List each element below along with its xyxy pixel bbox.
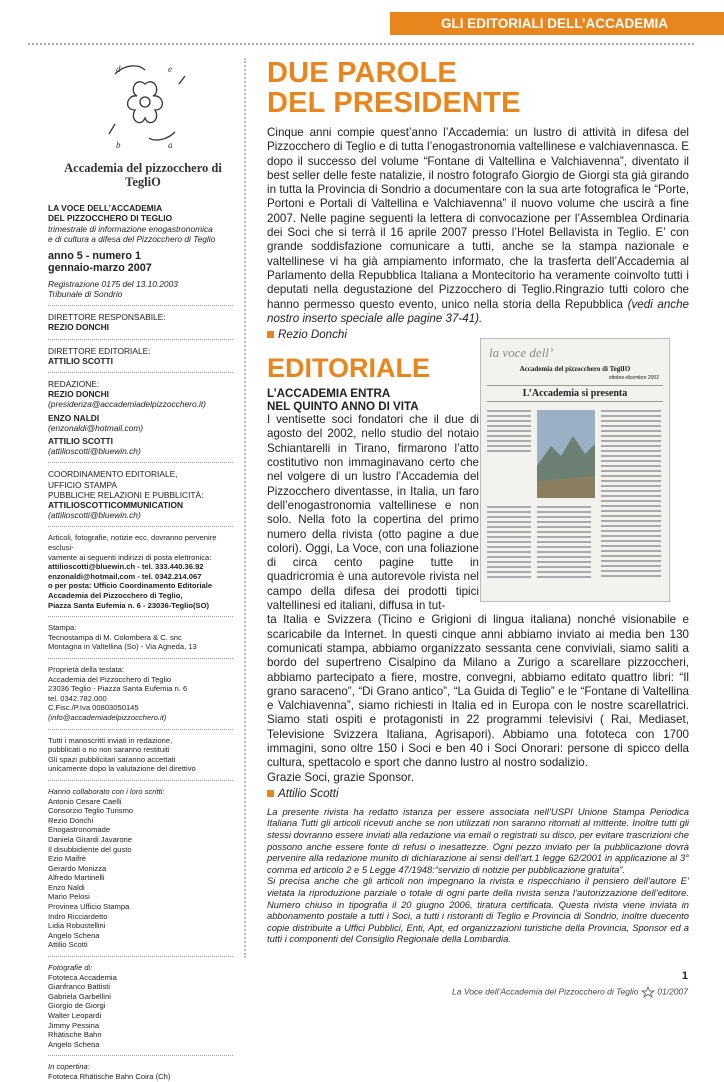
text-line: Stampa: — [48, 623, 77, 633]
legal-note — [267, 806, 689, 945]
text-line: Accademia del Pizzocchero di Teglio, — [48, 591, 183, 601]
name: ATTILIO SCOTTI — [48, 355, 113, 366]
list-item: Attilio Scotti — [48, 940, 88, 950]
label: REDAZIONE: — [48, 379, 100, 390]
mag-name: Accademia del pizzocchero di TeglIO — [519, 365, 631, 373]
list-item: Provinea Ufficio Stampa — [48, 902, 130, 912]
bullet-square-icon — [267, 331, 274, 338]
list-item: Ezio Maifrè — [48, 854, 86, 864]
note-paragraph: La presente rivista ha redatto istanza per essere associata nell’USPI Unione Stampa Periodica Italiana Tutti gli articoli ricevuti anche se non utilizzati non saranno ritornati al mittente. Inoltre tutti gli stessi dovranno essere inviati alla redazione via email o registrati su disco, per evitare trascrizioni che possono anche essere fonte di refusi o inesattezze. Ogni pezzo inviato per la pubblicazione dovrà pervenire alla redazione munito di dichiarazione ai sensi dell’art.1 legge 62/2001 in applicazione al 3° comma ed articolo 2 e 5 Legge 47/1948:“servizio di notizie per pubblicazione gratuita”. — [267, 805, 689, 875]
name: ENZO NALDI — [48, 412, 100, 423]
subtitle-line: L’ACCADEMIA ENTRA — [267, 387, 391, 401]
contact-block — [48, 533, 238, 1081]
editorial-body: ta Italia e Svizzera (Ticino e Grigioni di lingua italiana) nonché visionabile e scaricabile da Internet. In questi cinque anni abbiamo inviato ai media ben 130 comunicati stampa, abbiamo organizzato sessanta cene conviviali, siamo saliti a bordo del supertreno Cisalpino da Milano a Zurigo a scarellare pizzoccheri, abbiamo partecipato a fiere, mostre, convegni, abbiamo editato quattro libri: “Il grano saraceno”, “Di Grano antico”, “La Guida di Teglio” e le “Fontane di Valtellina e Valchiavenna”, siamo richiesti in Italia ed in Europa con le nostre scarellatrici. Siamo stati ospiti e protagonisti in 22 programmi televisivi ( Rai, Mediaset, Televisione Svizzera Italiana, Agrisapori). Abbiamo una fototeca con 1700 immagini, sono oltre 150 i Soci e ben 40 i Soci Onorari: persone di spicco della cultura, spettacolo e sport che danno lustro al nostro sodalizio. — [267, 613, 689, 770]
title-line: DEL PRESIDENTE — [267, 87, 521, 119]
list-item: Jimmy Pessina — [48, 1020, 100, 1030]
list-item: Gianfranco Battisti — [48, 982, 111, 992]
text-line: vamente ai seguenti indirizzi di posta elettronica: — [48, 552, 212, 562]
dotted-divider — [48, 658, 233, 659]
mag-headline: L’Accademia si presenta — [487, 385, 663, 402]
text-line: unicamente dopo la valutazione del direttivo — [48, 764, 196, 774]
svg-text:e: e — [168, 64, 172, 74]
text-line: pubblicati o no non saranno restituiti — [48, 745, 170, 755]
list-item: Giorgio de Giorgi — [48, 1001, 106, 1011]
label: UFFICIO STAMPA — [48, 479, 118, 490]
svg-text:b: b — [116, 140, 121, 150]
text-line: 23036 Teglio - Piazza Santa Eufemia n. 6 — [48, 684, 188, 694]
dotted-divider — [48, 1055, 233, 1056]
list-item: Angelo Schena — [48, 930, 100, 940]
list-item: Gabriela Garbellini — [48, 991, 111, 1001]
text-line: Fototeca Rhätische Bahn Coira (Ch) — [48, 1071, 171, 1081]
text-line: Articoli, fotografie, notizie ecc. dovranno pervenire esclusi- — [48, 533, 217, 553]
name: ATTILIOSCOTTICOMMUNICATION — [48, 500, 184, 511]
mag-layout-graphic — [481, 406, 669, 606]
name: REZIO DONCHI — [48, 322, 109, 333]
dotted-divider — [48, 372, 233, 373]
column-divider — [244, 58, 246, 958]
signature — [267, 787, 689, 800]
dotted-divider — [48, 462, 233, 463]
text-line: tel. 0342.782.000 — [48, 693, 107, 703]
editorial-column: I ventisette soci fondatori che il due di agosto del 2002, nello studio del notaio Schiantarelli in Tirano, firmarono l’atto costitutivo non immaginavano certo che nel volgere di un lustro l’Accademia del Pizzocchero diventasse, in Italia, un faro dell’enogastronomia valtellinese e non solo. Nella foto la copertina del primo numero della rivista (otto pagine a due colori). Oggi, La Voce, con una foliazione di circa cento pagine tutte in quadricromia è una autorevole rivista nel campo della difesa dei prodotti tipici valtellinesi ed italiani, diffusa in tut- — [267, 413, 479, 613]
text-line: Proprietà della testata: — [48, 665, 124, 675]
list-item: Enogastronomade — [48, 825, 111, 835]
label: PUBBLICHE RELAZIONI E PUBBLICITÀ: — [48, 489, 204, 500]
list-item: Consorzio Teglio Turismo — [48, 806, 134, 816]
list-item: Alfredo Martinelli — [48, 873, 105, 883]
academy-logo-icon — [70, 60, 220, 155]
text-line: C.Fisc./P.Iva 00803050145 — [48, 703, 139, 713]
list-item: Walter Leopardi — [48, 1011, 102, 1021]
bullet-square-icon — [267, 790, 274, 797]
text-line: Tutti i manoscritti inviati in redazione, — [48, 735, 173, 745]
text-line: Gli spazi pubblicitari saranno accettati — [48, 754, 176, 764]
mag-voce: la voce dell’ — [489, 345, 554, 360]
pub-line: LA VOCE DELL’ACCADEMIA — [48, 203, 163, 214]
list-item: Indro Ricciardetto — [48, 911, 108, 921]
dotted-divider — [48, 616, 233, 617]
page-number: 1 — [681, 970, 688, 982]
list-item: Rhätische Bahn — [48, 1030, 102, 1040]
list-item: Rezio Donchi — [48, 815, 94, 825]
pub-line: trimestrale di informazione enogastronomica — [48, 223, 213, 234]
sidebar-masthead — [48, 60, 238, 1082]
dotted-divider — [28, 43, 694, 45]
dotted-divider — [48, 956, 233, 957]
dotted-divider — [48, 339, 233, 340]
list-item: Daniela Girardi Javarone — [48, 834, 132, 844]
email: (presidenza@accademiadelpizzocchero.it) — [48, 399, 206, 410]
academy-brand: Accademia del pizzocchero di TegliO — [64, 161, 222, 190]
text-line: Hanno collaborato con i loro scritti: — [48, 786, 165, 796]
text-line: Fotografie di: — [48, 963, 93, 973]
dotted-divider — [48, 526, 233, 527]
text-line: o per posta: Ufficio Coordinamento Editoriale — [48, 581, 213, 591]
list-item: Antonio Cesare Caelli — [48, 796, 122, 806]
note-paragraph: Si precisa anche che gli articoli non impegnano la rivista e rispecchiano il pensiero dell’autore E’ vietata la riproduzione parziale o totale di ogni parte della rivista senza l’autorizzazione dell’editore. Numero chiuso in tipografia il 20 giugno 2006, tiratura certificata. Questa rivista viene inviata in abbonamento postale a tutti i Soci, a tutti i ristoranti di Teglio e Provincia di Sondrio, inoltre duecento copie distribuite a Uffici Pubblici, Enti, Apt, ed organizzazioni turistiche della Provincia, Sponsor ed a tutti i componenti del Consiglio Regionale della Lombardia. — [267, 875, 689, 945]
email: (enzonaldi@hotmail.com) — [48, 422, 144, 433]
text-line: attilioscotti@bluewin.ch - tel. 333.440.36.92 — [48, 562, 204, 572]
registration: Registrazione 0175 del 13.10.2003 — [48, 278, 178, 289]
label: DIRETTORE EDITORIALE: — [48, 345, 151, 356]
list-item: Enzo Naldi — [48, 882, 85, 892]
email: (attilioscotti@bluewin.ch) — [48, 446, 141, 457]
dotted-divider — [48, 729, 233, 730]
body-text: Cinque anni compie quest’anno l’Accademia: un lustro di attività in difesa del Pizzocchero di Teglio e di tutta l’enogastronomia valtellinese e valchiavennasca. E dopo il successo del volume “Fontane di Valtellina e Valchiavenna”, diventato il best seller delle feste natalizie, il nostro fotografo Giorgio de Giorgi sta già girando in tutta la Provincia di Sondrio a documentare con la sua arte fotografica le “Porte, Portoni e Portali di Valtellina e Valchiavenna” il nuovo volume che uscirà a fine 2007. Nelle pagine seguenti la lettera di convocazione per l’Assemblea Ordinaria dei Soci che si terrà il 16 aprile 2007 presso l’Hotel Bellavista in Teglio. E’ con grande soddisfazione comunicare a tutti, anche se la stampa nazionale e valtellinese vi ha già ampiamento informato, che la trasferta dell’Accademia al Parlamento della Repubblica Italiana a Montecitorio ha veramente coinvolto tutti i deputati nella degustazione del Pizzocchero di Teglio.Ringrazio tutti coloro che hanno permesso questo evento, unico nella storia della Repubblica — [267, 126, 689, 311]
body-text: (vedi anche nostro inserto speciale alle pagine 37-41). — [267, 297, 689, 325]
list-item: Fototeca Accademia — [48, 972, 117, 982]
signature-name: Rezio Donchi — [278, 328, 347, 342]
photographers-list — [48, 973, 238, 1050]
issue-number: anno 5 - numero 1 — [48, 250, 141, 263]
list-item: Gerardo Monizza — [48, 863, 107, 873]
svg-text:d: d — [116, 64, 121, 74]
subtitle-line: NEL QUINTO ANNO DI VITA — [267, 400, 419, 414]
registration: Tribunale di Sondrio — [48, 289, 123, 300]
name: ATTILIO SCOTTI — [48, 436, 113, 447]
page-footer — [452, 986, 688, 998]
section-header: GLI EDITORIALI DELL’ACCADEMIA — [390, 12, 724, 35]
label: DIRETTORE RESPONSABILE: — [48, 312, 166, 323]
list-item: Mario Pelosi — [48, 892, 90, 902]
title-line: DUE PAROLE — [267, 57, 457, 89]
list-item: Il disubbidiente del gusto — [48, 844, 132, 854]
text-line: Montagna in Valtellina (So) - Via Agneda, 13 — [48, 642, 197, 652]
star-logo-icon — [641, 986, 655, 998]
text-line: In copertina: — [48, 1062, 90, 1072]
svg-text:a: a — [168, 140, 173, 150]
editorial-title: EDITORIALE — [267, 353, 431, 384]
list-item: Lidia Robustellini — [48, 921, 106, 931]
signature-name: Attilio Scotti — [278, 786, 339, 800]
article-body — [267, 126, 689, 326]
issue-date: gennaio-marzo 2007 — [48, 262, 152, 275]
text-line: Piazza Santa Eufemia n. 6 - 23036-Teglio(SO) — [48, 600, 210, 610]
text-line: Tecnostampa di M. Colombera & C. snc — [48, 632, 182, 642]
dotted-divider — [48, 780, 233, 781]
label: COORDINAMENTO EDITORIALE, — [48, 469, 178, 480]
dotted-divider — [48, 305, 233, 306]
collaborators-list — [48, 797, 238, 951]
footer-text: La Voce dell’Accademia del Pizzocchero di Teglio — [452, 986, 639, 997]
list-item: Angelo Schena — [48, 1039, 100, 1049]
editorial-thanks: Grazie Soci, grazie Sponsor. — [267, 770, 414, 784]
footer-issue: 01/2007 — [657, 986, 688, 997]
text-line: Accademia del Pizzocchero di Teglio — [48, 674, 172, 684]
magazine-cover-image — [480, 338, 670, 602]
pub-line: e di cultura a difesa del Pizzocchero di Teglio — [48, 233, 216, 244]
text-line: (info@accademiadelpizzocchero.it) — [48, 712, 167, 722]
pub-line: DEL PIZZOCCHERO DI TEGLIO — [48, 213, 173, 224]
article-title — [267, 58, 689, 118]
name: REZIO DONCHI — [48, 389, 109, 400]
mag-date: ottobre-dicembre 2002 — [608, 375, 659, 381]
email: (attilioscotti@bluewin.ch) — [48, 510, 141, 521]
text-line: enzonaldi@hotmail.com - tel. 0342.214.067 — [48, 571, 202, 581]
